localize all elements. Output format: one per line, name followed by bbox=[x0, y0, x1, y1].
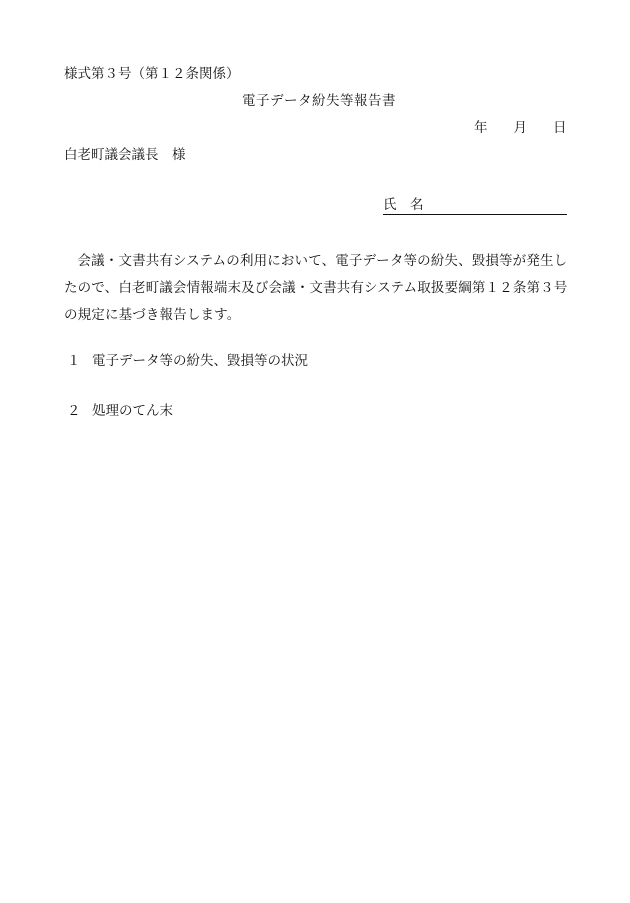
day-label: 日 bbox=[553, 120, 567, 136]
list-item bbox=[64, 355, 308, 369]
item-text: 処理のてん末 bbox=[92, 403, 173, 419]
year-label: 年 bbox=[474, 120, 488, 136]
list-item bbox=[64, 405, 173, 419]
date-line bbox=[474, 122, 567, 136]
name-signature-line bbox=[383, 199, 567, 215]
body-paragraph: 会議・文書共有システムの利用において、電子データ等の紛失、毀損等が発生したので、白老町議会情報端末及び会議・文書共有システム取扱要綱第１２条第３号の規定に基づき報告します。 bbox=[64, 253, 568, 323]
month-label: 月 bbox=[513, 120, 527, 136]
form-number: 様式第３号（第１２条関係） bbox=[64, 66, 240, 82]
item-number: １ bbox=[67, 353, 81, 369]
name-label: 氏 名 bbox=[383, 197, 424, 213]
item-number: ２ bbox=[67, 403, 81, 419]
addressee: 白老町議会議長 様 bbox=[64, 147, 186, 163]
document-title: 電子データ紛失等報告書 bbox=[242, 93, 396, 109]
item-text: 電子データ等の紛失、毀損等の状況 bbox=[92, 353, 308, 369]
